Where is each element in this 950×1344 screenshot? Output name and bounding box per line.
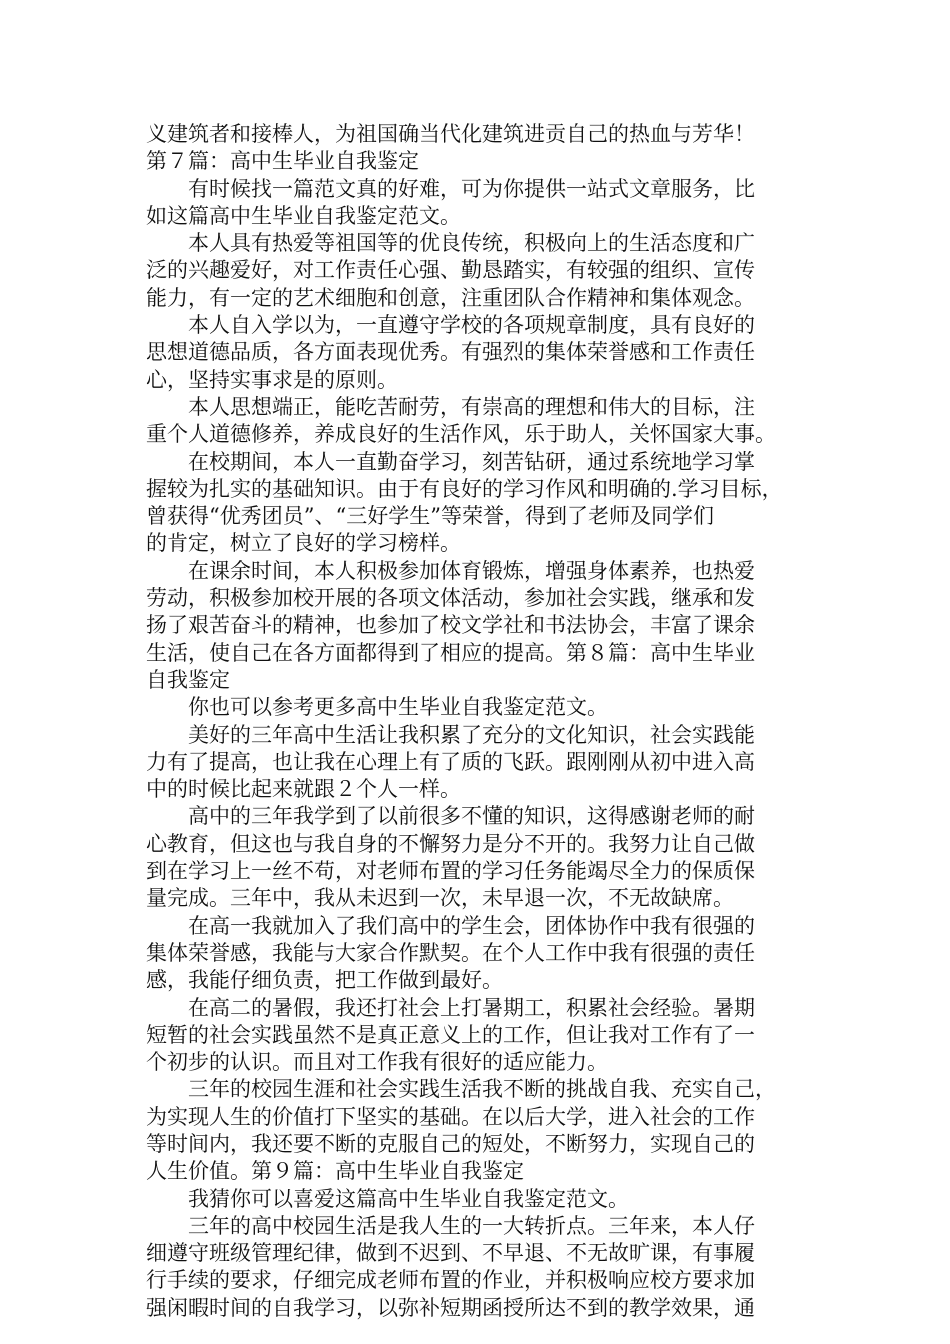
- document-body: [146, 121, 806, 1322]
- text-line: 你也可以参考更多高中生毕业自我鉴定范文。: [146, 695, 608, 720]
- text-line: 等时间内，我还要不断的克服自己的短处，不断努力，实现自己的: [146, 1131, 755, 1156]
- text-line: 强闲暇时间的自我学习，以弥补短期函授所达不到的教学效果，通: [146, 1295, 755, 1320]
- text-line: 本人具有热爱等祖国等的优良传统，积极向上的生活态度和广: [146, 231, 755, 256]
- text-line: 扬了艰苦奋斗的精神，也参加了校文学社和书法协会，丰富了课余: [146, 613, 755, 638]
- text-line: 有时候找一篇范文真的好难，可为你提供一站式文章服务，比: [146, 176, 755, 201]
- text-line: 的肯定，树立了良好的学习榜样。: [146, 531, 461, 556]
- text-line: 在校期间，本人一直勤奋学习，刻苦钻研，通过系统地学习掌: [146, 449, 755, 474]
- text-line: 本人自入学以为，一直遵守学校的各项规章制度，具有良好的: [146, 313, 755, 338]
- text-line: 行手续的要求，仔细完成老师布置的作业，并积极响应校方要求加: [146, 1268, 755, 1293]
- text-line: 生活，使自己在各方面都得到了相应的提高。第８篇：高中生毕业: [146, 640, 755, 665]
- text-line: 量完成。三年中，我从未迟到一次，未早退一次，不无故缺席。: [146, 886, 734, 911]
- text-line: 第７篇：高中生毕业自我鉴定: [146, 149, 419, 174]
- text-line: 力有了提高，也让我在心理上有了质的飞跃。跟刚刚从初中进入高: [146, 749, 755, 774]
- text-line: 曾获得“优秀团员”、“三好学生”等荣誉，得到了老师及同学们: [146, 504, 714, 529]
- text-line: 到在学习上一丝不苟，对老师布置的学习任务能竭尽全力的保质保: [146, 859, 755, 884]
- text-line: 在课余时间，本人积极参加体育锻炼，增强身体素养，也热爱: [146, 558, 755, 583]
- text-line: 自我鉴定: [146, 667, 230, 692]
- text-line: 心教育，但这也与我自身的不懈努力是分不开的。我努力让自己做: [146, 831, 755, 856]
- text-line: 高中的三年我学到了以前很多不懂的知识，这得感谢老师的耐: [146, 804, 755, 829]
- text-line: 细遵守班级管理纪律，做到不迟到、不早退、不无故旷课，有事履: [146, 1241, 755, 1266]
- text-line: 感，我能仔细负责，把工作做到最好。: [146, 968, 503, 993]
- text-line: 在高一我就加入了我们高中的学生会，团体协作中我有很强的: [146, 913, 755, 938]
- text-line: 美好的三年高中生活让我积累了充分的文化知识，社会实践能: [146, 722, 755, 747]
- text-line: 义建筑者和接棒人，为祖国确当代化建筑进贡自己的热血与芳华！: [146, 122, 755, 146]
- text-line: 中的时候比起来就跟２个人一样。: [146, 777, 461, 802]
- text-line: 人生价值。第９篇：高中生毕业自我鉴定: [146, 1159, 524, 1184]
- text-line: 在高二的暑假，我还打社会上打暑期工，积累社会经验。暑期: [146, 995, 755, 1020]
- text-line: 三年的校园生涯和社会实践生活我不断的挑战自我、充实自己，: [146, 1077, 776, 1102]
- text-line: 重个人道德修养，养成良好的生活作风，乐于助人，关怀国家大事。: [146, 422, 776, 447]
- text-line: 短暂的社会实践虽然不是真正意义上的工作，但让我对工作有了一: [146, 1022, 755, 1047]
- text-line: 三年的高中校园生活是我人生的一大转折点。三年来，本人仔: [146, 1213, 755, 1238]
- text-line: 如这篇高中生毕业自我鉴定范文。: [146, 203, 461, 228]
- text-line: 集体荣誉感，我能与大家合作默契。在个人工作中我有很强的责任: [146, 940, 755, 965]
- text-line: 心，坚持实事求是的原则。: [146, 367, 398, 392]
- text-line: 为实现人生的价值打下坚实的基础。在以后大学，进入社会的工作: [146, 1104, 755, 1129]
- text-line: 思想道德品质，各方面表现优秀。有强烈的集体荣誉感和工作责任: [146, 340, 755, 365]
- text-line: 劳动，积极参加校开展的各项文体活动，参加社会实践，继承和发: [146, 586, 755, 611]
- text-line: 本人思想端正，能吃苦耐劳，有崇高的理想和伟大的目标，注: [146, 394, 755, 419]
- text-line: 能力，有一定的艺术细胞和创意，注重团队合作精神和集体观念。: [146, 285, 755, 310]
- text-line: 握较为扎实的基础知识。由于有良好的学习作风和明确的.学习目标，: [146, 476, 783, 501]
- text-line: 泛的兴趣爱好，对工作责任心强、勤恳踏实，有较强的组织、宣传: [146, 258, 755, 283]
- text-line: 我猜你可以喜爱这篇高中生毕业自我鉴定范文。: [146, 1186, 629, 1211]
- text-line: 个初步的认识。而且对工作我有很好的适应能力。: [146, 1050, 608, 1075]
